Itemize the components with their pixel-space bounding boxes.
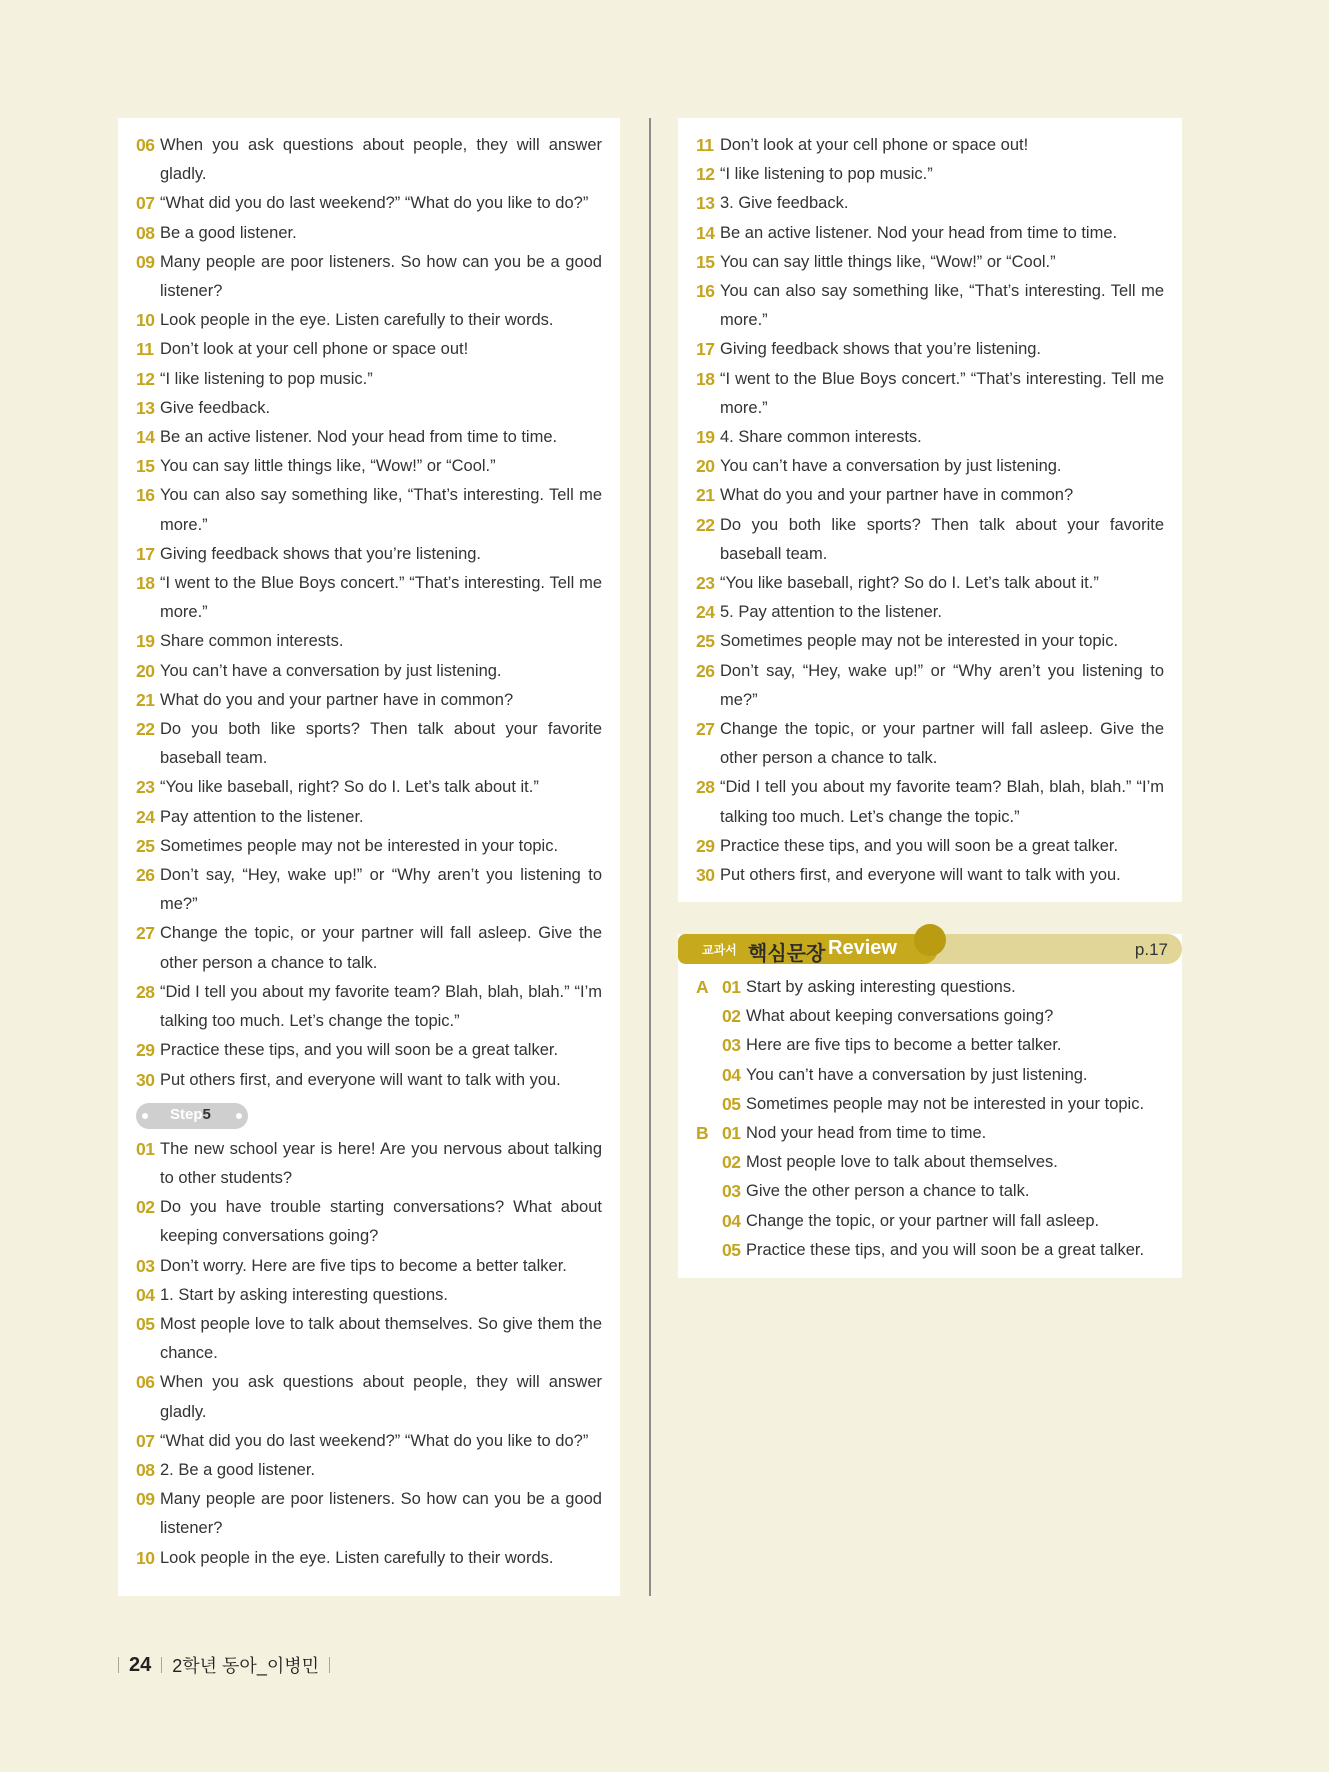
left-panel	[118, 118, 620, 1596]
sentence-item	[696, 248, 1164, 277]
sentence-text: Pay attention to the listener.	[160, 807, 364, 826]
sentence-text: Nod your head from time to time.	[746, 1124, 987, 1143]
sentence-number: 02	[722, 1006, 741, 1027]
sentence-text: Giving feedback shows that you’re listening.	[160, 544, 482, 563]
sentence-number: 15	[696, 251, 715, 272]
sentence-text: Many people are poor listeners. So how can you be a good listener?	[160, 1490, 602, 1538]
sentence-number: 17	[696, 339, 715, 360]
sentence-number: 06	[136, 1372, 155, 1393]
sentence-text: Don’t look at your cell phone or space out!	[160, 340, 469, 359]
review-panel	[678, 934, 1182, 1278]
sentence-item	[136, 1310, 602, 1368]
sentence-number: 25	[696, 631, 715, 652]
sentence-number: 16	[696, 281, 715, 302]
sentence-text: You can’t have a conversation by just listening.	[160, 661, 502, 680]
sentence-number: 23	[136, 777, 155, 798]
sentence-item	[696, 219, 1164, 248]
sentence-item	[696, 160, 1164, 189]
sentence-text: Practice these tips, and you will soon be a great talker.	[160, 1041, 559, 1060]
sentence-item	[136, 481, 602, 539]
review-body	[696, 973, 1166, 1265]
sentence-text: “I like listening to pop music.”	[160, 369, 373, 388]
sentence-item	[136, 569, 602, 627]
sentence-item	[722, 1090, 1166, 1119]
sentence-item	[136, 1544, 602, 1573]
sentence-text: Do you both like sports? Then talk about your favorite baseball team.	[720, 515, 1164, 563]
sentence-number: 30	[696, 865, 715, 886]
left-sentence-list	[136, 131, 602, 1573]
sentence-item	[136, 861, 602, 919]
sentence-item	[136, 1281, 602, 1310]
sentence-text: Most people love to talk about themselves.	[746, 1153, 1058, 1172]
sentence-item	[136, 306, 602, 335]
sentence-text: You can also say something like, “That’s interesting. Tell me more.”	[720, 282, 1164, 330]
sentence-text: What about keeping conversations going?	[746, 1007, 1054, 1026]
column-divider	[649, 118, 651, 1596]
sentence-item	[696, 365, 1164, 423]
sentence-text: “I went to the Blue Boys concert.” “That’s interesting. Tell me more.”	[160, 574, 602, 622]
sentence-text: Change the topic, or your partner will fall asleep. Give the other person a chance to talk.	[160, 924, 602, 972]
sentence-text: Sometimes people may not be interested in your topic.	[746, 1094, 1145, 1113]
sentence-item	[136, 1135, 602, 1193]
sentence-item	[136, 919, 602, 977]
review-header-circle-icon	[914, 924, 946, 956]
sentence-number: 23	[696, 573, 715, 594]
sentence-number: 09	[136, 1489, 155, 1510]
sentence-number: 26	[696, 660, 715, 681]
sentence-number: 17	[136, 543, 155, 564]
sentence-item	[696, 452, 1164, 481]
sentence-item	[136, 248, 602, 306]
sentence-item	[136, 394, 602, 423]
sentence-text: “You like baseball, right? So do I. Let’s talk about it.”	[720, 574, 1099, 593]
sentence-number: 18	[696, 368, 715, 389]
sentence-item	[136, 365, 602, 394]
sentence-text: You can’t have a conversation by just listening.	[746, 1065, 1088, 1084]
sentence-item	[136, 832, 602, 861]
sentence-number: 22	[136, 719, 155, 740]
sentence-text: Practice these tips, and you will soon be a great talker.	[746, 1240, 1145, 1259]
sentence-text: “Did I tell you about my favorite team? Blah, blah, blah.” “I’m talking too much. Let’s change the topic.”	[160, 982, 602, 1031]
sentence-number: 27	[696, 719, 715, 740]
sentence-number: 04	[722, 1210, 741, 1231]
sentence-item	[696, 569, 1164, 598]
review-group-a	[696, 973, 1166, 1119]
sentence-number: 30	[136, 1069, 155, 1090]
sentence-item	[136, 1456, 602, 1485]
sentence-item	[136, 1193, 602, 1251]
sentence-number: 12	[136, 368, 155, 389]
sentence-number: 01	[722, 1123, 741, 1144]
step-badge	[136, 1103, 248, 1129]
sentence-item	[696, 277, 1164, 335]
sentence-text: Start by asking interesting questions.	[746, 978, 1016, 996]
sentence-number: 02	[136, 1197, 155, 1218]
review-letter-a: A	[696, 977, 709, 997]
review-header-review: Review	[828, 937, 897, 959]
sentence-number: 01	[136, 1138, 155, 1159]
sentence-number: 29	[696, 835, 715, 856]
sentence-number: 24	[136, 806, 155, 827]
sentence-text: Put others first, and everyone will want to talk with you.	[160, 1070, 561, 1089]
sentence-item	[136, 773, 602, 802]
sentence-number: 12	[696, 164, 715, 185]
sentence-number: 20	[696, 456, 715, 477]
sentence-text: Share common interests.	[160, 632, 344, 651]
sentence-number: 13	[136, 397, 155, 418]
sentence-text: Sometimes people may not be interested in your topic.	[160, 836, 559, 855]
review-page-ref: p.17	[1134, 940, 1168, 959]
sentence-text: When you ask questions about people, they will answer gladly.	[160, 1373, 602, 1421]
step-number: 5	[202, 1105, 211, 1123]
sentence-number: 08	[136, 1459, 155, 1480]
sentence-number: 21	[136, 689, 155, 710]
sentence-number: 19	[136, 631, 155, 652]
sentence-text: Don’t worry. Here are five tips to become a better talker.	[160, 1256, 567, 1275]
sentence-number: 20	[136, 660, 155, 681]
sentence-text: Be an active listener. Nod your head from time to time.	[160, 428, 558, 447]
sentence-text: “What did you do last weekend?” “What do you like to do?”	[160, 1431, 589, 1450]
sentence-item	[136, 1252, 602, 1281]
sentence-text: “Did I tell you about my favorite team? Blah, blah, blah.” “I’m talking too much. Let’s change the topic.”	[720, 778, 1164, 826]
sentence-number: 24	[696, 602, 715, 623]
bullet-icon	[142, 1113, 148, 1119]
sentence-number: 05	[722, 1093, 741, 1114]
sentence-item	[696, 511, 1164, 569]
sentence-number: 06	[136, 135, 155, 155]
sentence-item	[696, 715, 1164, 773]
sentence-text: Don’t say, “Hey, wake up!” or “Why aren’t you listening to me?”	[720, 661, 1164, 709]
step-label-text: Step	[170, 1105, 203, 1123]
sentence-item	[136, 803, 602, 832]
sentence-text: Many people are poor listeners. So how can you be a good listener?	[160, 252, 602, 301]
sentence-number: 26	[136, 865, 155, 886]
sentence-text: “What did you do last weekend?” “What do you like to do?”	[160, 194, 589, 213]
sentence-item	[722, 1002, 1166, 1031]
sentence-item	[136, 1036, 602, 1065]
sentence-number: 01	[722, 977, 741, 997]
right-sentence-list	[696, 131, 1164, 890]
sentence-number: 09	[136, 251, 155, 272]
sentence-text: Change the topic, or your partner will fall asleep. Give the other person a chance to talk.	[720, 720, 1164, 768]
sentence-item	[722, 1236, 1166, 1265]
sentence-number: 27	[136, 923, 155, 944]
sentence-item	[136, 131, 602, 189]
sentence-number: 28	[136, 981, 155, 1002]
sentence-text: Look people in the eye. Listen carefully to their words.	[160, 1548, 554, 1567]
sentence-text: Be a good listener.	[160, 223, 297, 242]
sentence-number: 25	[136, 835, 155, 856]
review-b-list	[722, 1119, 1166, 1265]
sentence-text: 5. Pay attention to the listener.	[720, 603, 942, 622]
footer-divider	[161, 1657, 162, 1673]
sentence-item	[136, 686, 602, 715]
sentence-number: 03	[722, 1181, 741, 1202]
footer-divider	[118, 1657, 119, 1673]
sentence-number: 13	[696, 193, 715, 214]
sentence-text: What do you and your partner have in common?	[720, 486, 1074, 505]
sentence-item	[696, 423, 1164, 452]
review-a-list	[722, 973, 1166, 1119]
sentence-number: 29	[136, 1040, 155, 1061]
sentence-item	[696, 627, 1164, 656]
sentence-number: 05	[722, 1239, 741, 1260]
bullet-icon	[236, 1113, 242, 1119]
sentence-item	[722, 1207, 1166, 1236]
review-header-title: 핵심문장	[748, 943, 826, 965]
sentence-text: You can’t have a conversation by just listening.	[720, 457, 1062, 476]
sentence-item	[696, 335, 1164, 364]
footer-title: 2학년 동아_이병민	[172, 1656, 319, 1676]
sentence-number: 03	[136, 1255, 155, 1276]
sentence-text: The new school year is here! Are you nervous about talking to other students?	[160, 1139, 602, 1187]
sentence-item	[696, 832, 1164, 861]
sentence-text: “I went to the Blue Boys concert.” “That’s interesting. Tell me more.”	[720, 369, 1164, 417]
sentence-item	[722, 1061, 1166, 1090]
sentence-text: 3. Give feedback.	[720, 194, 849, 213]
sentence-item	[696, 861, 1164, 890]
sentence-text: Give feedback.	[160, 398, 271, 417]
sentence-number: 22	[696, 514, 715, 535]
sentence-text: “You like baseball, right? So do I. Let’s talk about it.”	[160, 778, 539, 797]
sentence-text: Do you both like sports? Then talk about your favorite baseball team.	[160, 720, 602, 768]
sentence-text: 2. Be a good listener.	[160, 1460, 316, 1479]
sentence-text: Don’t look at your cell phone or space out!	[720, 136, 1029, 154]
sentence-item	[136, 423, 602, 452]
footer-divider	[329, 1657, 330, 1673]
sentence-item	[696, 131, 1164, 160]
sentence-item	[696, 773, 1164, 831]
sentence-number: 16	[136, 485, 155, 506]
sentence-text: You can also say something like, “That’s interesting. Tell me more.”	[160, 486, 602, 534]
sentence-number: 08	[136, 222, 155, 243]
sentence-item	[722, 1031, 1166, 1060]
sentence-item	[136, 452, 602, 481]
sentence-number: 04	[722, 1064, 741, 1085]
page-footer	[118, 1652, 330, 1678]
sentence-item	[696, 657, 1164, 715]
sentence-number: 11	[696, 135, 714, 155]
sentence-text: Put others first, and everyone will want to talk with you.	[720, 866, 1121, 885]
sentence-text: What do you and your partner have in common?	[160, 690, 514, 709]
sentence-number: 05	[136, 1313, 155, 1334]
sentence-number: 14	[136, 427, 155, 448]
step-label	[170, 1106, 211, 1123]
sentence-number: 10	[136, 1547, 155, 1568]
right-panel	[678, 118, 1182, 902]
sentence-item	[722, 1119, 1166, 1148]
sentence-item	[136, 1427, 602, 1456]
sentence-text: Give the other person a chance to talk.	[746, 1182, 1030, 1201]
sentence-item	[136, 657, 602, 686]
sentence-text: 4. Share common interests.	[720, 428, 922, 447]
sentence-number: 18	[136, 573, 155, 594]
sentence-number: 11	[136, 339, 154, 360]
sentence-item	[136, 1368, 602, 1426]
sentence-text: You can say little things like, “Wow!” or “Cool.”	[160, 457, 496, 476]
sentence-number: 10	[136, 310, 155, 331]
sentence-text: Be an active listener. Nod your head from time to time.	[720, 223, 1118, 242]
sentence-item	[136, 219, 602, 248]
sentence-text: Most people love to talk about themselves. So give them the chance.	[160, 1314, 602, 1363]
sentence-number: 14	[696, 222, 715, 243]
sentence-item	[136, 1066, 602, 1095]
review-header	[678, 934, 1182, 964]
review-group-b	[696, 1119, 1166, 1265]
sentence-item	[136, 627, 602, 656]
sentence-number: 07	[136, 193, 155, 214]
sentence-text: Practice these tips, and you will soon be a great talker.	[720, 836, 1119, 855]
sentence-text: Change the topic, or your partner will fall asleep.	[746, 1211, 1100, 1230]
sentence-number: 07	[136, 1430, 155, 1451]
step-badge-row	[136, 1095, 602, 1135]
sentence-number: 28	[696, 777, 715, 798]
sentence-number: 02	[722, 1152, 741, 1173]
review-header-small: 교과서	[702, 943, 737, 957]
sentence-number: 03	[722, 1035, 741, 1056]
sentence-item	[136, 1485, 602, 1543]
page-number: 24	[129, 1653, 152, 1676]
sentence-text: “I like listening to pop music.”	[720, 165, 933, 184]
sentence-item	[136, 540, 602, 569]
sentence-item	[136, 978, 602, 1036]
sentence-item	[136, 715, 602, 773]
sentence-number: 19	[696, 427, 715, 448]
sentence-item	[136, 189, 602, 218]
sentence-number: 21	[696, 485, 715, 506]
sentence-text: 1. Start by asking interesting questions.	[160, 1285, 448, 1304]
sentence-text: Here are five tips to become a better talker.	[746, 1036, 1062, 1055]
sentence-text: You can say little things like, “Wow!” or “Cool.”	[720, 252, 1056, 271]
sentence-item	[696, 598, 1164, 627]
sentence-item	[696, 481, 1164, 510]
sentence-text: Sometimes people may not be interested in your topic.	[720, 632, 1119, 651]
sentence-text: Giving feedback shows that you’re listening.	[720, 340, 1042, 359]
sentence-number: 15	[136, 456, 155, 477]
sentence-item	[696, 189, 1164, 218]
sentence-item	[722, 1148, 1166, 1177]
review-letter-b: B	[696, 1123, 709, 1144]
sentence-item	[722, 1177, 1166, 1206]
sentence-item	[136, 335, 602, 364]
sentence-text: When you ask questions about people, they will answer gladly.	[160, 136, 602, 184]
sentence-text: Look people in the eye. Listen carefully to their words.	[160, 311, 554, 330]
sentence-number: 04	[136, 1284, 155, 1305]
sentence-item	[722, 973, 1166, 1002]
sentence-text: Do you have trouble starting conversations? What about keeping conversations going?	[160, 1198, 602, 1246]
sentence-text: Don’t say, “Hey, wake up!” or “Why aren’t you listening to me?”	[160, 866, 602, 914]
